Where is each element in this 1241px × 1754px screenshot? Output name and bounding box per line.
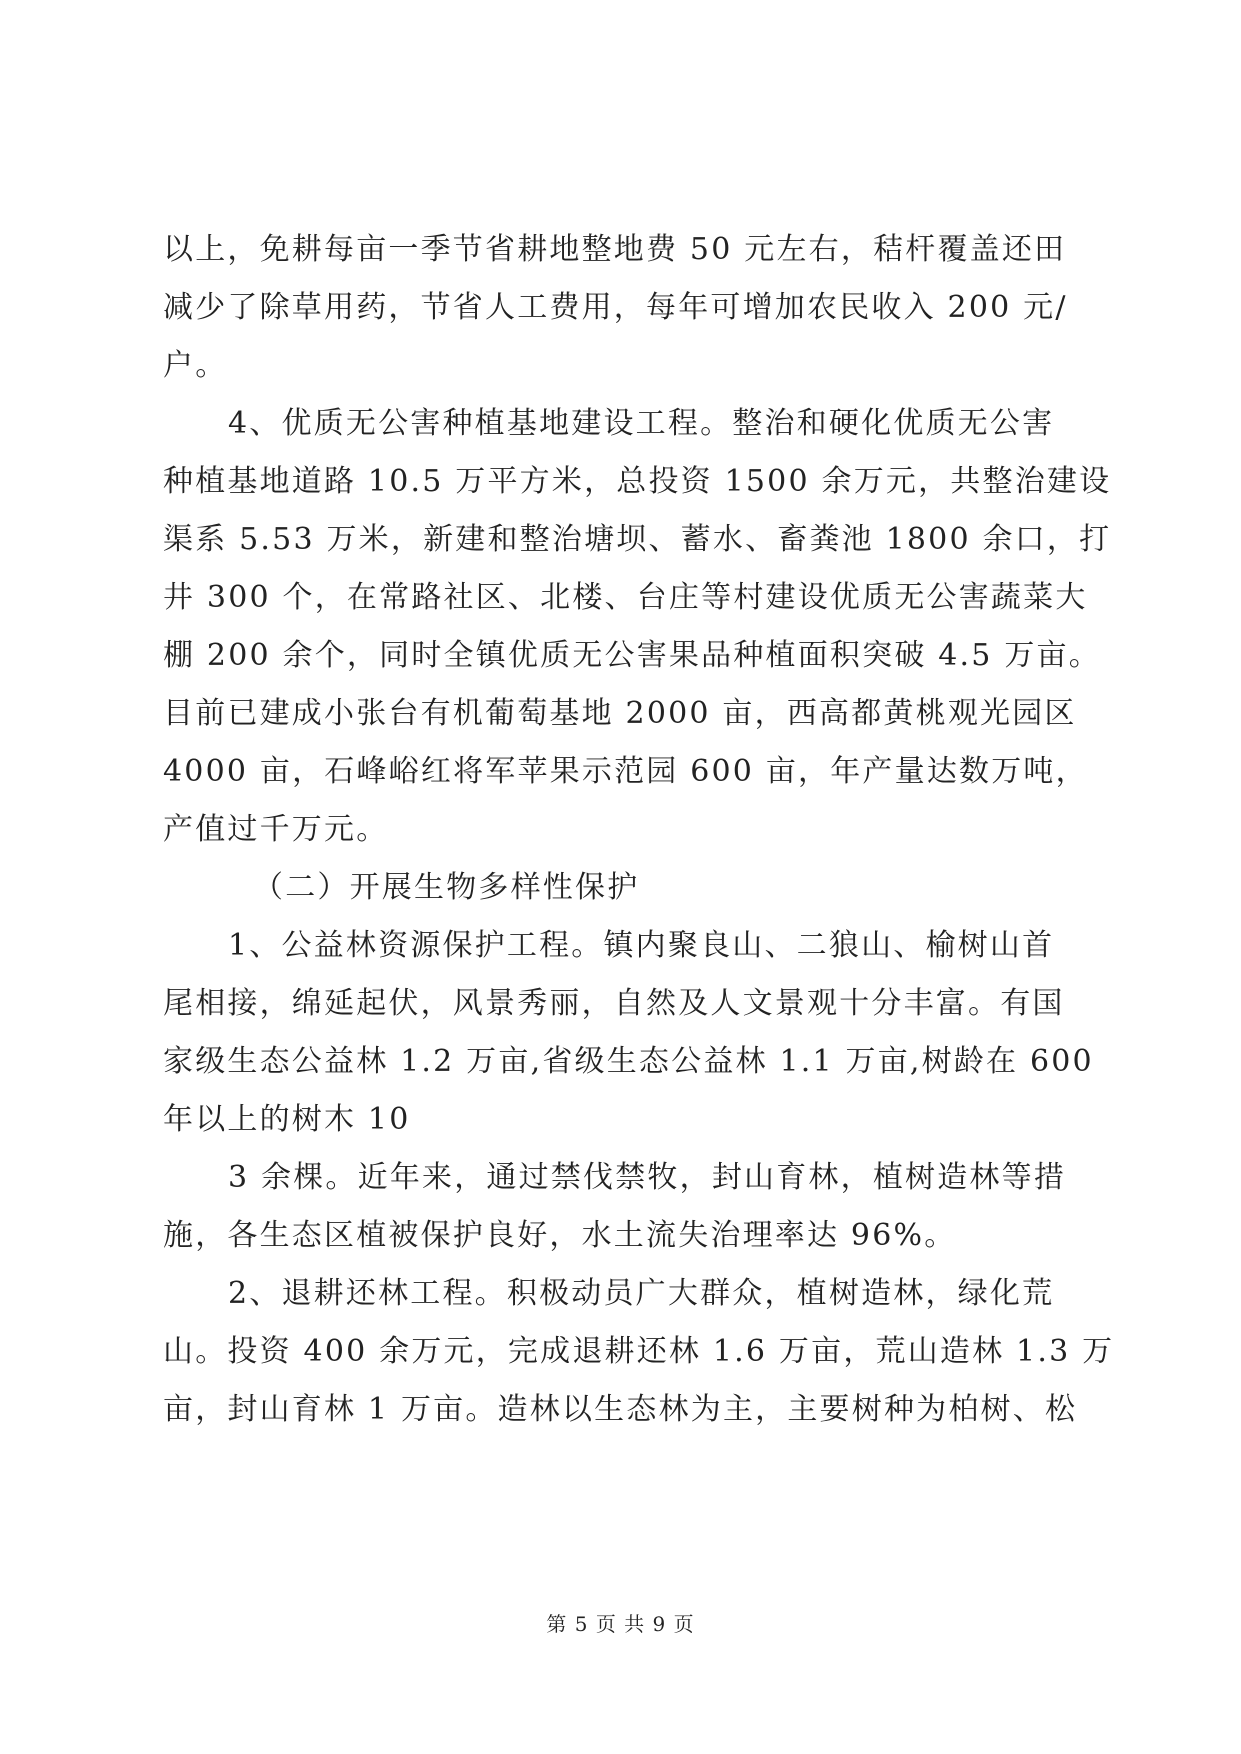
paragraph-start-line: 4、优质无公害种植基地建设工程。整治和硬化优质无公害 — [228, 406, 1055, 441]
text-line: 减少了除草用药，节省人工费用，每年可增加农民收入 200 元/ — [163, 290, 1068, 325]
text-line: 井 300 个，在常路社区、北楼、台庄等村建设优质无公害蔬菜大 — [163, 580, 1088, 615]
text-line: 山。投资 400 余万元，完成退耕还林 1.6 万亩，荒山造林 1.3 万 — [163, 1334, 1115, 1369]
paragraph-start-line: 3 余棵。近年来，通过禁伐禁牧，封山育林，植树造林等措 — [228, 1160, 1067, 1195]
text-line: 4000 亩，石峰峪红将军苹果示范园 600 亩，年产量达数万吨， — [163, 754, 1088, 789]
text-line: 渠系 5.53 万米，新建和整治塘坝、蓄水、畜粪池 1800 余口，打 — [163, 522, 1112, 557]
text-line: 亩，封山育林 1 万亩。造林以生态林为主，主要树种为柏树、松 — [163, 1392, 1078, 1427]
text-line: 年以上的树木 10 — [163, 1102, 411, 1137]
text-line: 家级生态公益林 1.2 万亩,省级生态公益林 1.1 万亩,树龄在 600 — [163, 1044, 1094, 1079]
text-line: 以上，免耕每亩一季节省耕地整地费 50 元左右，秸杆覆盖还田 — [163, 232, 1067, 267]
text-line: 棚 200 余个，同时全镇优质无公害果品种植面积突破 4.5 万亩。 — [163, 638, 1101, 673]
text-line: 目前已建成小张台有机葡萄基地 2000 亩，西高都黄桃观光园区 — [163, 696, 1077, 731]
text-line: 户。 — [163, 348, 228, 383]
paragraph-start-line: 2、退耕还林工程。积极动员广大群众，植树造林，绿化荒 — [228, 1276, 1055, 1311]
paragraph-start-line: 1、公益林资源保护工程。镇内聚良山、二狼山、榆树山首 — [228, 928, 1055, 963]
text-line: 施，各生态区植被保护良好，水土流失治理率达 96%。 — [163, 1218, 957, 1253]
section-heading: （二）开展生物多样性保护 — [253, 870, 640, 905]
text-line: 种植基地道路 10.5 万平方米，总投资 1500 余万元，共整治建设 — [163, 464, 1112, 499]
text-line: 尾相接，绵延起伏，风景秀丽，自然及人文景观十分丰富。有国 — [163, 986, 1065, 1021]
page-number-footer: 第 5 页 共 9 页 — [546, 1612, 695, 1636]
text-line: 产值过千万元。 — [163, 812, 389, 847]
